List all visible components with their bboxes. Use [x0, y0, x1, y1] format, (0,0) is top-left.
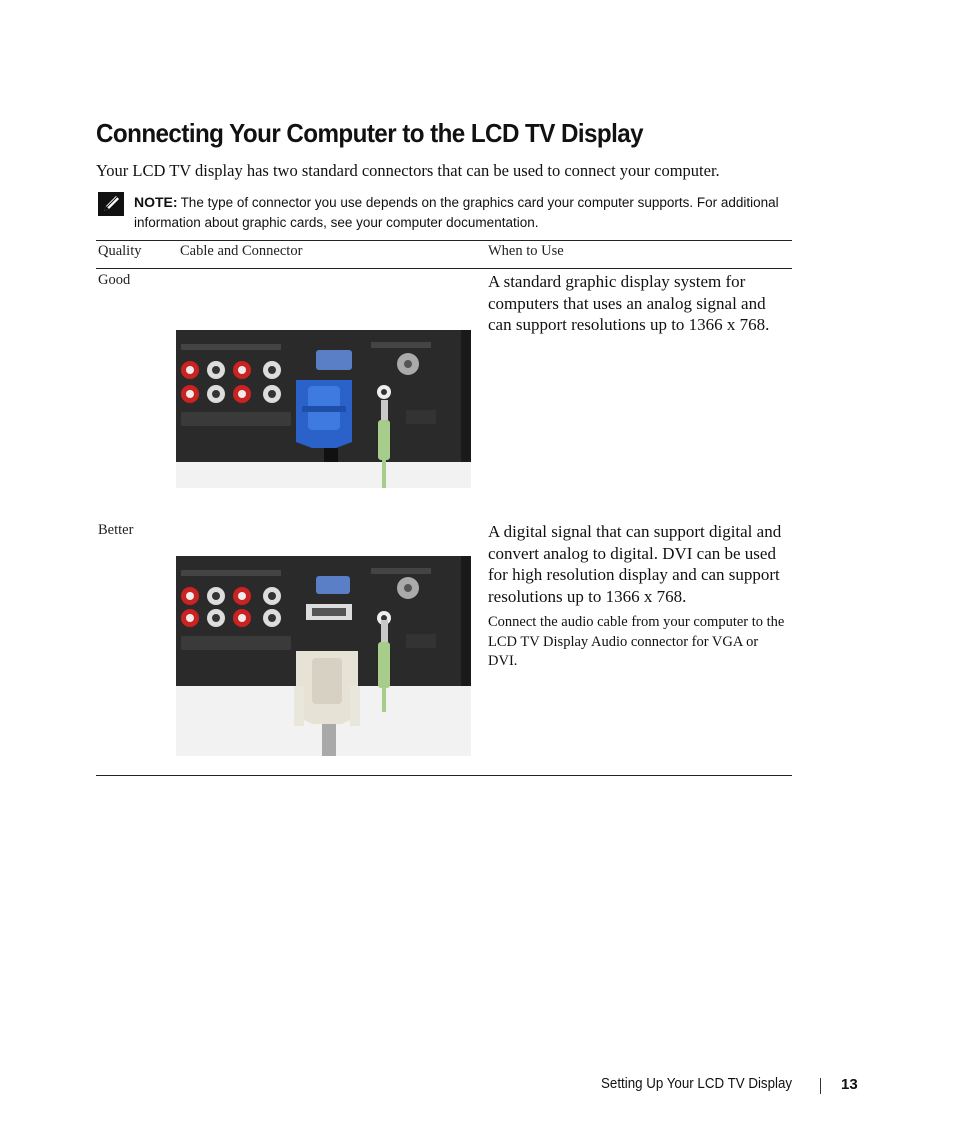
row-good-description: A standard graphic display system for computers that uses an analog signal and can support resolutions up to 1366 x 768. [488, 272, 770, 334]
vga-connector-photo [176, 330, 471, 488]
row-good-quality: Good [98, 272, 131, 288]
note-text: The type of connector you use depends on the graphics card your computer supports. For additional information about graphic cards, see your computer documentation. [134, 195, 779, 230]
pencil-note-icon [98, 192, 124, 216]
header-quality: Quality [98, 243, 142, 259]
page-number: 13 [841, 1076, 858, 1093]
header-when-to-use: When to Use [488, 243, 564, 259]
header-cable-connector: Cable and Connector [180, 243, 303, 259]
table-top-rule [96, 240, 792, 241]
footer-section-title: Setting Up Your LCD TV Display [601, 1076, 793, 1092]
page-title: Connecting Your Computer to the LCD TV Display [96, 118, 644, 148]
table-header-rule [96, 268, 792, 269]
row-better-description: A digital signal that can support digital and convert analog to digital. DVI can be used for high resolution display and can support resolutions up to 1366 x 768. [488, 522, 782, 606]
row-better-audio-note: Connect the audio cable from your computer to the LCD TV Display Audio connector for VGA or DVI. [488, 614, 785, 669]
dvi-connector-photo [176, 556, 471, 756]
row-better-quality: Better [98, 522, 134, 538]
note-label: NOTE: [134, 194, 178, 210]
intro-paragraph: Your LCD TV display has two standard connectors that can be used to connect your computer. [96, 161, 720, 180]
note-block [134, 193, 794, 232]
table-bottom-rule [96, 775, 792, 776]
footer-separator [820, 1078, 821, 1094]
